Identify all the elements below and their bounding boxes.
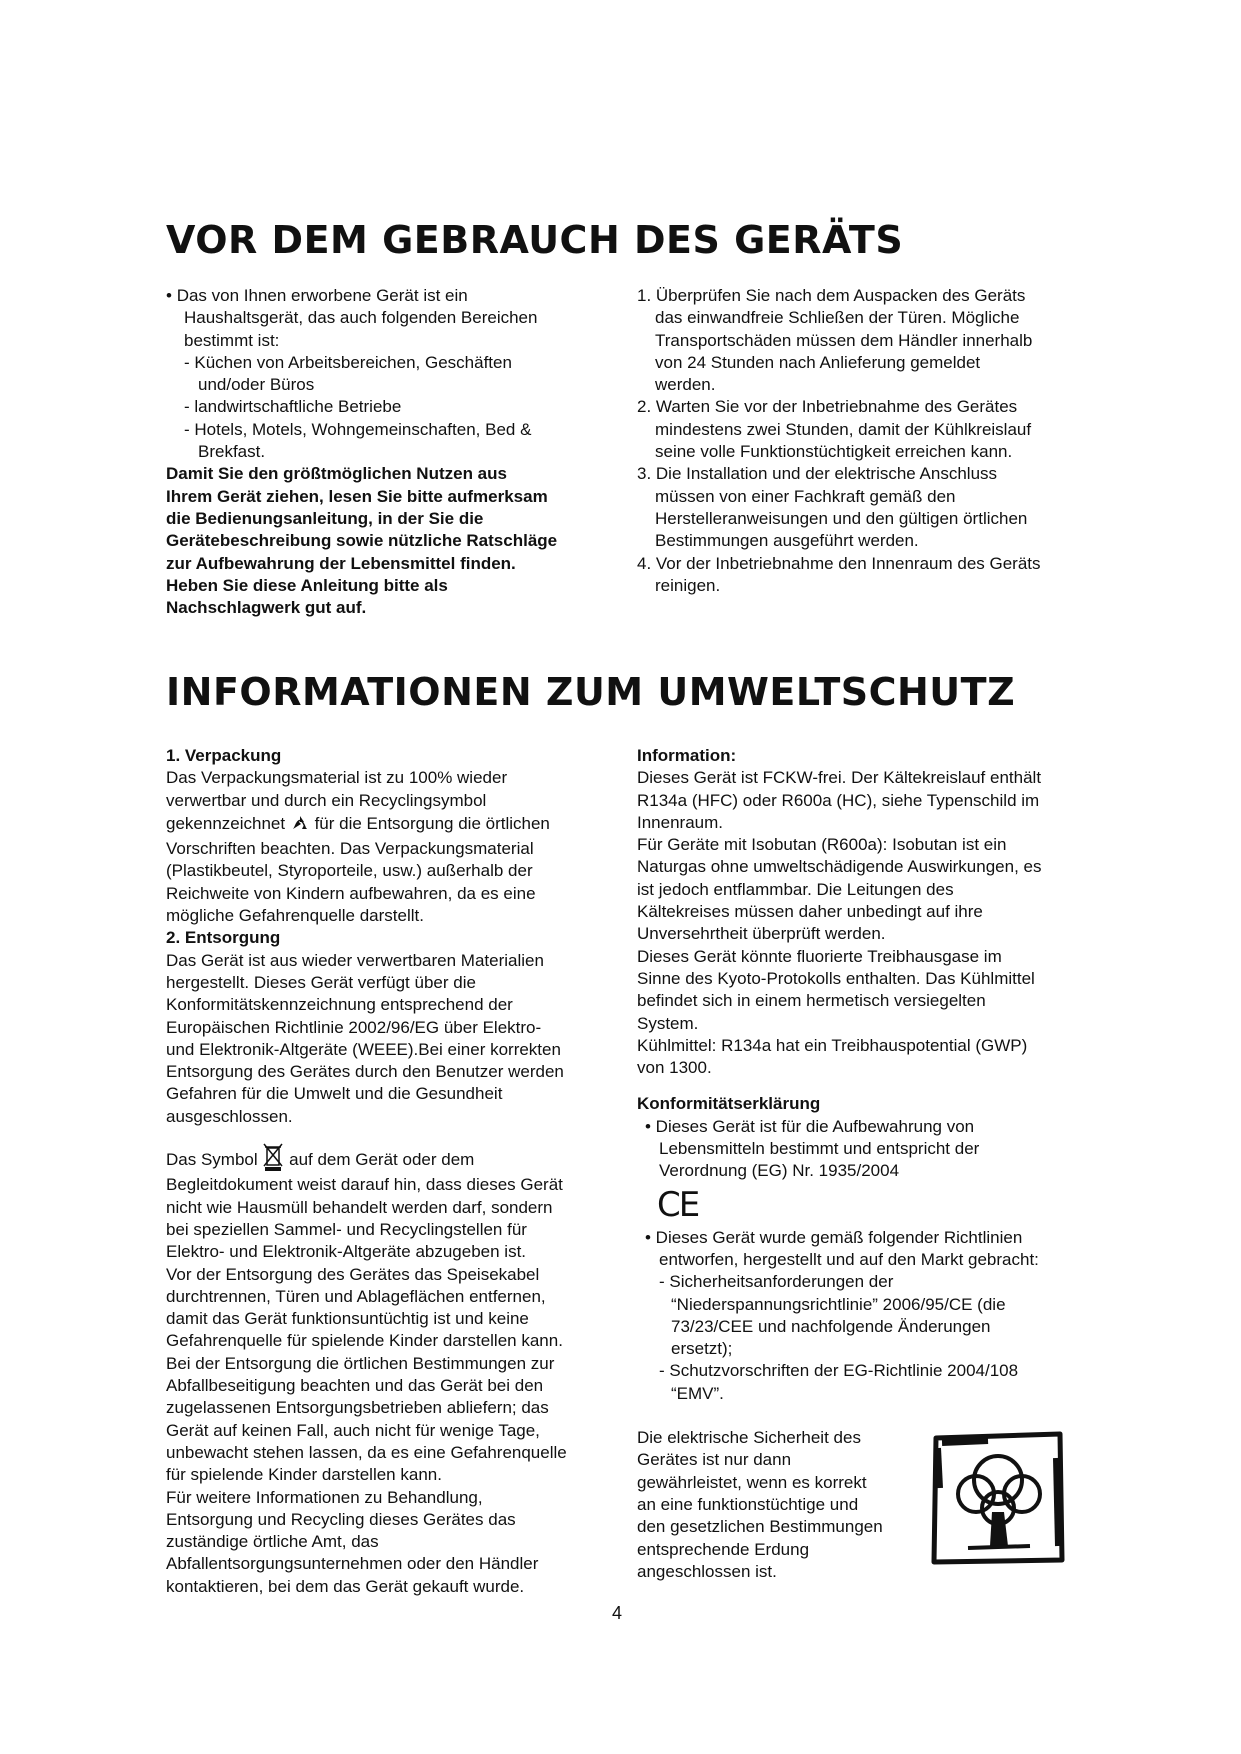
recycling-icon xyxy=(290,812,310,838)
text-line: Entsorgung und Recycling dieses Gerätes das xyxy=(166,1509,516,1529)
text-line: bei speziellen Sammel- und Recyclingstellen für xyxy=(166,1219,527,1239)
text-line: Kältekreises müssen daher unbedingt auf ihre xyxy=(637,902,983,922)
section-title-environment: INFORMATIONEN ZUM UMWELTSCHUTZ xyxy=(166,670,1016,714)
numbered-item-line: reinigen. xyxy=(655,575,721,595)
text-line: damit das Gerät funktionsuntüchtig ist und keine xyxy=(166,1309,529,1329)
text-line: nicht wie Hausmüll behandelt werden darf, sondern xyxy=(166,1197,553,1217)
before-use-right-column xyxy=(637,285,1097,597)
before-use-left-column xyxy=(166,285,626,619)
text-line: System. xyxy=(637,1013,699,1033)
text-line: Das Verpackungsmaterial ist zu 100% wieder xyxy=(166,768,508,788)
text-line: und Elektronik-Altgeräte (WEEE).Bei einer korrekten xyxy=(166,1039,561,1059)
text-line: mögliche Gefahrenquelle darstellt. xyxy=(166,906,424,926)
text-line: zugelassenen Entsorgungsbetrieben abliefern; das xyxy=(166,1398,549,1418)
subheading-information: Information: xyxy=(637,746,737,765)
bold-note: Heben Sie diese Anleitung bitte als xyxy=(166,575,448,595)
text-line: Abfallbeseitigung beachten und das Gerät bei den xyxy=(166,1376,544,1396)
sub-item: - Schutzvorschriften der EG-Richtlinie 2004/108 xyxy=(659,1361,1019,1381)
ce-mark-icon: CE xyxy=(657,1184,699,1225)
text-line: Begleitdokument weist darauf hin, dass dieses Gerät xyxy=(166,1175,563,1195)
text-line: Unversehrtheit überprüft werden. xyxy=(637,924,886,944)
text-line: ist jedoch entflammbar. Die Leitungen des xyxy=(637,879,954,899)
text-line: hergestellt. Dieses Gerät verfügt über die xyxy=(166,972,476,992)
text-line: Dieses Gerät ist FCKW-frei. Der Kältekreislauf enthält xyxy=(637,768,1042,788)
text-line: angeschlossen ist. xyxy=(637,1561,777,1581)
numbered-item: 2. Warten Sie vor der Inbetriebnahme des Gerätes xyxy=(637,397,1018,417)
text-line: kontaktieren, bei dem das Gerät gekauft wurde. xyxy=(166,1576,525,1596)
numbered-item-line: müssen von einer Fachkraft gemäß den xyxy=(655,486,956,506)
intro-bullet: • Das von Ihnen erworbene Gerät ist ein xyxy=(166,286,468,305)
environment-left-column xyxy=(166,745,626,1598)
text-line: entsprechende Erdung xyxy=(637,1539,810,1559)
text-line: Kühlmittel: R134a hat ein Treibhauspotential (GWP) xyxy=(637,1035,1028,1055)
text-line: verwertbar und durch ein Recyclingsymbol xyxy=(166,790,487,810)
bold-note: Nachschlagwerk gut auf. xyxy=(166,598,367,618)
section-title-before-use: VOR DEM GEBRAUCH DES GERÄTS xyxy=(166,218,904,262)
text-line: Sinne des Kyoto-Protokolls enthalten. Das Kühlmittel xyxy=(637,968,1035,988)
text-line: Vor der Entsorgung des Gerätes das Speisekabel xyxy=(166,1264,540,1284)
text-line: gewährleistet, wenn es korrekt xyxy=(637,1472,867,1492)
text-line: Elektro- und Elektronik-Altgeräte abzugeben ist. xyxy=(166,1242,527,1262)
text-line: von 1300. xyxy=(637,1058,712,1078)
text-line: Das Symbol auf dem Gerät oder dem xyxy=(166,1142,626,1174)
text-line: Konformitätskennzeichnung entsprechend der xyxy=(166,995,513,1015)
text-line: Gefahren für die Umwelt und die Gesundheit xyxy=(166,1084,503,1104)
text-line: befindet sich in einem hermetisch versiegelten xyxy=(637,991,986,1011)
bold-note: Damit Sie den größtmöglichen Nutzen aus xyxy=(166,464,507,484)
text-line: für spielende Kinder darstellen kann. xyxy=(166,1465,442,1485)
bold-note: Ihrem Gerät ziehen, lesen Sie bitte aufmerksam xyxy=(166,486,548,506)
text-line: zuständige örtliche Amt, das xyxy=(166,1532,379,1552)
numbered-item-line: mindestens zwei Stunden, damit der Kühlkreislauf xyxy=(655,419,1032,439)
bullet-item: • Dieses Gerät ist für die Aufbewahrung von xyxy=(645,1116,975,1136)
text-line: Für weitere Informationen zu Behandlung, xyxy=(166,1487,483,1507)
bold-note: die Bedienungsanleitung, in der Sie die xyxy=(166,508,484,528)
sub-item: “EMV”. xyxy=(671,1383,724,1403)
text-line: ausgeschlossen. xyxy=(166,1106,293,1126)
sub-item: - Sicherheitsanforderungen der xyxy=(659,1272,894,1292)
bullet-item-line: Lebensmitteln bestimmt und entspricht der xyxy=(659,1139,980,1159)
text-line: durchtrennen, Türen und Ablageflächen entfernen, xyxy=(166,1286,546,1306)
crossed-bin-icon xyxy=(262,1142,284,1174)
intro-line: bestimmt ist: xyxy=(184,330,280,350)
bullet-item: • Dieses Gerät wurde gemäß folgender Richtlinien xyxy=(645,1227,1023,1247)
numbered-item-line: seine volle Funktionstüchtigkeit erreichen kann. xyxy=(655,442,1013,462)
text-line: Das Gerät ist aus wieder verwertbaren Materialien xyxy=(166,950,544,970)
subheading-conformity: Konformitätserklärung xyxy=(637,1094,821,1114)
subheading-disposal: 2. Entsorgung xyxy=(166,928,281,948)
text-line: Gefahrenquelle für spielende Kinder darstellen kann. xyxy=(166,1331,563,1351)
text-line: Entsorgung des Gerätes durch den Benutzer werden xyxy=(166,1062,564,1082)
text-line: Bei der Entsorgung die örtlichen Bestimmungen zur xyxy=(166,1353,555,1373)
sub-item: - landwirtschaftliche Betriebe xyxy=(184,397,402,417)
numbered-item: 1. Überprüfen Sie nach dem Auspacken des Geräts xyxy=(637,286,1026,305)
numbered-item-line: das einwandfreie Schließen der Türen. Mögliche xyxy=(655,308,1020,328)
text-line: Reichweite von Kindern aufbewahren, da es eine xyxy=(166,883,536,903)
sub-item: “Niederspannungsrichtlinie” 2006/95/CE (die xyxy=(671,1294,1006,1314)
text-line: Gerät auf keinen Fall, auch nicht für wenige Tage, xyxy=(166,1420,540,1440)
numbered-item-line: werden. xyxy=(655,375,716,395)
sub-item: und/oder Büros xyxy=(198,375,315,395)
sub-item: Brekfast. xyxy=(198,442,266,462)
text-line: Europäischen Richtlinie 2002/96/EG über Elektro- xyxy=(166,1017,542,1037)
text-line: Dieses Gerät könnte fluorierte Treibhausgase im xyxy=(637,946,1002,966)
numbered-item-line: Herstelleranweisungen und den gültigen örtlichen xyxy=(655,508,1028,528)
text-line: Gerätes ist nur dann xyxy=(637,1450,792,1470)
intro-line: Haushaltsgerät, das auch folgenden Bereichen xyxy=(184,308,538,328)
text-line: Innenraum. xyxy=(637,812,723,832)
bullet-item-line: Verordnung (EG) Nr. 1935/2004 xyxy=(659,1161,900,1181)
page-number: 4 xyxy=(612,1603,623,1623)
text-line: gekennzeichnet für die Entsorgung die örtlichen xyxy=(166,812,626,838)
text-line: Naturgas ohne umweltschädigende Auswirkungen, es xyxy=(637,857,1042,877)
text-line: (Plastikbeutel, Styroporteile, usw.) außerhalb der xyxy=(166,861,533,881)
subheading-packaging: 1. Verpackung xyxy=(166,746,282,765)
tree-logo-icon xyxy=(928,1428,1068,1568)
text-line: R134a (HFC) oder R600a (HC), siehe Typenschild im xyxy=(637,790,1040,810)
text-line: den gesetzlichen Bestimmungen xyxy=(637,1517,883,1537)
numbered-item: 3. Die Installation und der elektrische Anschluss xyxy=(637,464,998,484)
bold-note: zur Aufbewahrung der Lebensmittel finden. xyxy=(166,553,516,573)
sub-item: - Küchen von Arbeitsbereichen, Geschäften xyxy=(184,352,512,372)
bullet-item-line: entworfen, hergestellt und auf den Markt gebracht: xyxy=(659,1249,1039,1269)
text-line: unbewacht stehen lassen, da es eine Gefahrenquelle xyxy=(166,1442,567,1462)
text-line: an eine funktionstüchtige und xyxy=(637,1494,859,1514)
sub-item: ersetzt); xyxy=(671,1339,733,1359)
sub-item: 73/23/CEE und nachfolgende Änderungen xyxy=(671,1316,991,1336)
sub-item: - Hotels, Motels, Wohngemeinschaften, Bed & xyxy=(184,419,532,439)
numbered-item: 4. Vor der Inbetriebnahme den Innenraum des Geräts xyxy=(637,553,1041,573)
text-line: Abfallentsorgungsunternehmen oder den Händler xyxy=(166,1554,539,1574)
numbered-item-line: Bestimmungen ausgeführt werden. xyxy=(655,531,919,551)
bold-note: Gerätebeschreibung sowie nützliche Ratschläge xyxy=(166,531,558,551)
text-line: Für Geräte mit Isobutan (R600a): Isobutan ist ein xyxy=(637,835,1007,855)
numbered-item-line: Transportschäden müssen dem Händler innerhalb xyxy=(655,330,1033,350)
numbered-item-line: von 24 Stunden nach Anlieferung gemeldet xyxy=(655,352,981,372)
text-line: Die elektrische Sicherheit des xyxy=(637,1428,861,1448)
text-line: Vorschriften beachten. Das Verpackungsmaterial xyxy=(166,839,534,859)
